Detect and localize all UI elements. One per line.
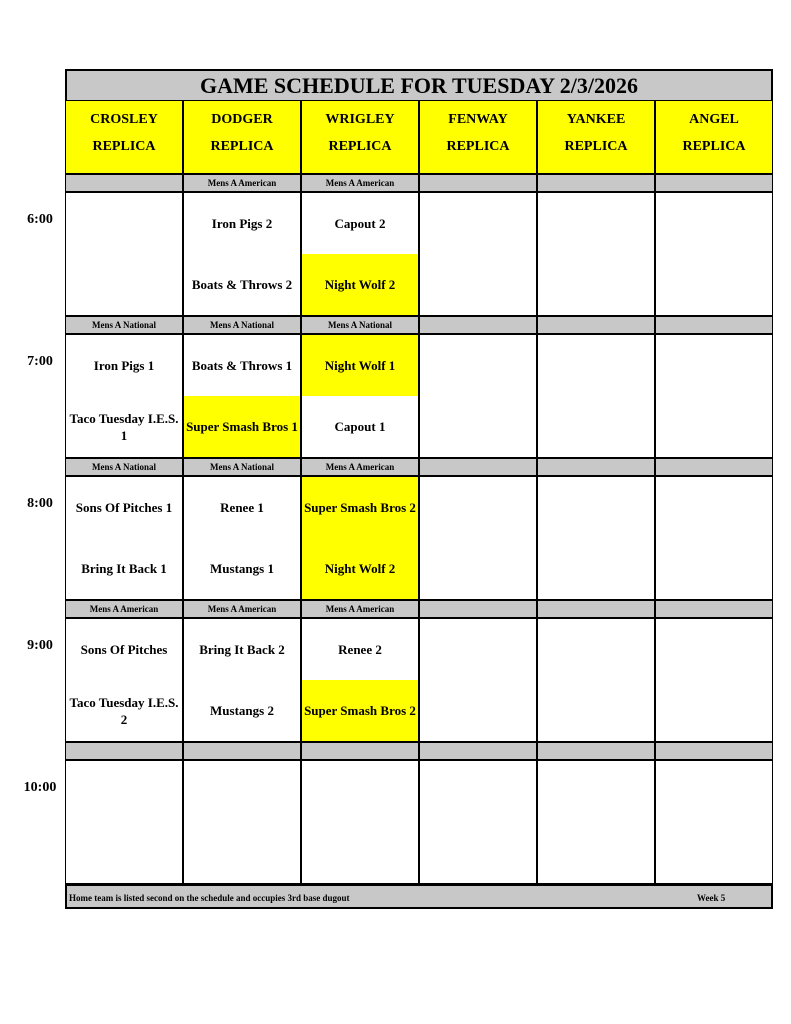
time-label: 10:00 xyxy=(23,780,57,795)
field-header xyxy=(537,100,655,174)
game-slot: Bring It Back 2 xyxy=(199,642,285,657)
game-slot: Taco Tuesday I.E.S. 2 xyxy=(69,694,179,727)
game-slot: Mustangs 1 xyxy=(210,561,274,576)
division-label xyxy=(537,458,655,476)
division-label: Mens A National xyxy=(301,316,419,334)
division-label xyxy=(655,174,773,192)
week-label: Week 5 xyxy=(697,893,726,903)
division-label: Mens A National xyxy=(65,458,183,476)
field-cell xyxy=(537,476,655,600)
field-cell xyxy=(655,760,773,884)
field-cell xyxy=(301,760,419,884)
time-label: 6:00 xyxy=(27,212,53,227)
game-slot: Super Smash Bros 1 xyxy=(184,396,300,457)
division-label: Mens A American xyxy=(183,600,301,618)
division-label xyxy=(537,316,655,334)
field-cell xyxy=(65,760,183,884)
division-label xyxy=(419,174,537,192)
field-subtitle: REPLICA xyxy=(564,139,628,154)
game-slot: Renee 2 xyxy=(338,642,382,657)
field-cell xyxy=(655,334,773,458)
field-cell xyxy=(419,618,537,742)
field-cell xyxy=(655,618,773,742)
field-cell xyxy=(419,192,537,316)
division-label xyxy=(655,742,773,760)
game-slot: Super Smash Bros 2 xyxy=(302,477,418,538)
time-label: 7:00 xyxy=(27,354,53,369)
schedule-table xyxy=(65,69,773,909)
field-cell xyxy=(419,760,537,884)
field-name: CROSLEY xyxy=(90,112,158,127)
division-label xyxy=(655,458,773,476)
game-slot: Mustangs 2 xyxy=(210,703,274,718)
field-cell xyxy=(419,334,537,458)
game-slot: Taco Tuesday I.E.S. 1 xyxy=(69,410,179,443)
game-slot: Capout 2 xyxy=(334,216,386,231)
field-cell xyxy=(655,476,773,600)
division-label xyxy=(655,600,773,618)
division-label: Mens A American xyxy=(301,458,419,476)
division-label xyxy=(537,174,655,192)
field-cell xyxy=(419,476,537,600)
game-slot: Super Smash Bros 2 xyxy=(302,680,418,741)
field-header xyxy=(655,100,773,174)
field-header xyxy=(301,100,419,174)
game-slot: Sons Of Pitches xyxy=(80,642,168,657)
game-slot: Night Wolf 2 xyxy=(302,538,418,599)
division-label: Mens A National xyxy=(183,458,301,476)
field-cell xyxy=(537,618,655,742)
division-label: Mens A American xyxy=(65,600,183,618)
field-header xyxy=(419,100,537,174)
division-label xyxy=(655,316,773,334)
game-slot: Capout 1 xyxy=(334,419,386,434)
division-label: Mens A American xyxy=(183,174,301,192)
field-cell xyxy=(655,192,773,316)
footer-bar xyxy=(65,884,773,909)
game-slot: Renee 1 xyxy=(220,500,264,515)
field-cell xyxy=(537,760,655,884)
field-name: FENWAY xyxy=(448,112,508,127)
field-cell xyxy=(537,334,655,458)
game-slot: Iron Pigs 1 xyxy=(93,358,155,373)
field-subtitle: REPLICA xyxy=(328,139,392,154)
division-label xyxy=(537,742,655,760)
division-label xyxy=(419,458,537,476)
game-slot: Boats & Throws 1 xyxy=(191,358,293,373)
field-name: YANKEE xyxy=(566,112,626,127)
footer-note: Home team is listed second on the schedule and occupies 3rd base dugout xyxy=(69,893,350,903)
time-label: 9:00 xyxy=(27,638,53,653)
game-slot: Boats & Throws 2 xyxy=(191,277,293,292)
division-label xyxy=(537,600,655,618)
field-subtitle: REPLICA xyxy=(682,139,746,154)
division-label xyxy=(419,742,537,760)
division-label xyxy=(419,600,537,618)
field-subtitle: REPLICA xyxy=(446,139,510,154)
division-label: Mens A American xyxy=(301,600,419,618)
division-label xyxy=(183,742,301,760)
field-header xyxy=(183,100,301,174)
division-label xyxy=(301,742,419,760)
field-cell xyxy=(537,192,655,316)
field-subtitle: REPLICA xyxy=(210,139,274,154)
field-subtitle: REPLICA xyxy=(92,139,156,154)
schedule-title: GAME SCHEDULE FOR TUESDAY 2/3/2026 xyxy=(65,69,773,102)
field-name: DODGER xyxy=(211,112,273,127)
game-slot: Sons Of Pitches 1 xyxy=(75,500,173,515)
division-label xyxy=(419,316,537,334)
time-label: 8:00 xyxy=(27,496,53,511)
field-name: ANGEL xyxy=(689,112,739,127)
field-cell xyxy=(65,192,183,316)
field-cell xyxy=(183,760,301,884)
division-label: Mens A National xyxy=(65,316,183,334)
division-label xyxy=(65,174,183,192)
field-name: WRIGLEY xyxy=(325,112,395,127)
game-slot: Night Wolf 2 xyxy=(302,254,418,315)
game-slot: Night Wolf 1 xyxy=(302,335,418,396)
division-label: Mens A American xyxy=(301,174,419,192)
game-slot: Iron Pigs 2 xyxy=(211,216,273,231)
game-slot: Bring It Back 1 xyxy=(81,561,167,576)
division-label xyxy=(65,742,183,760)
division-label: Mens A National xyxy=(183,316,301,334)
field-header xyxy=(65,100,183,174)
